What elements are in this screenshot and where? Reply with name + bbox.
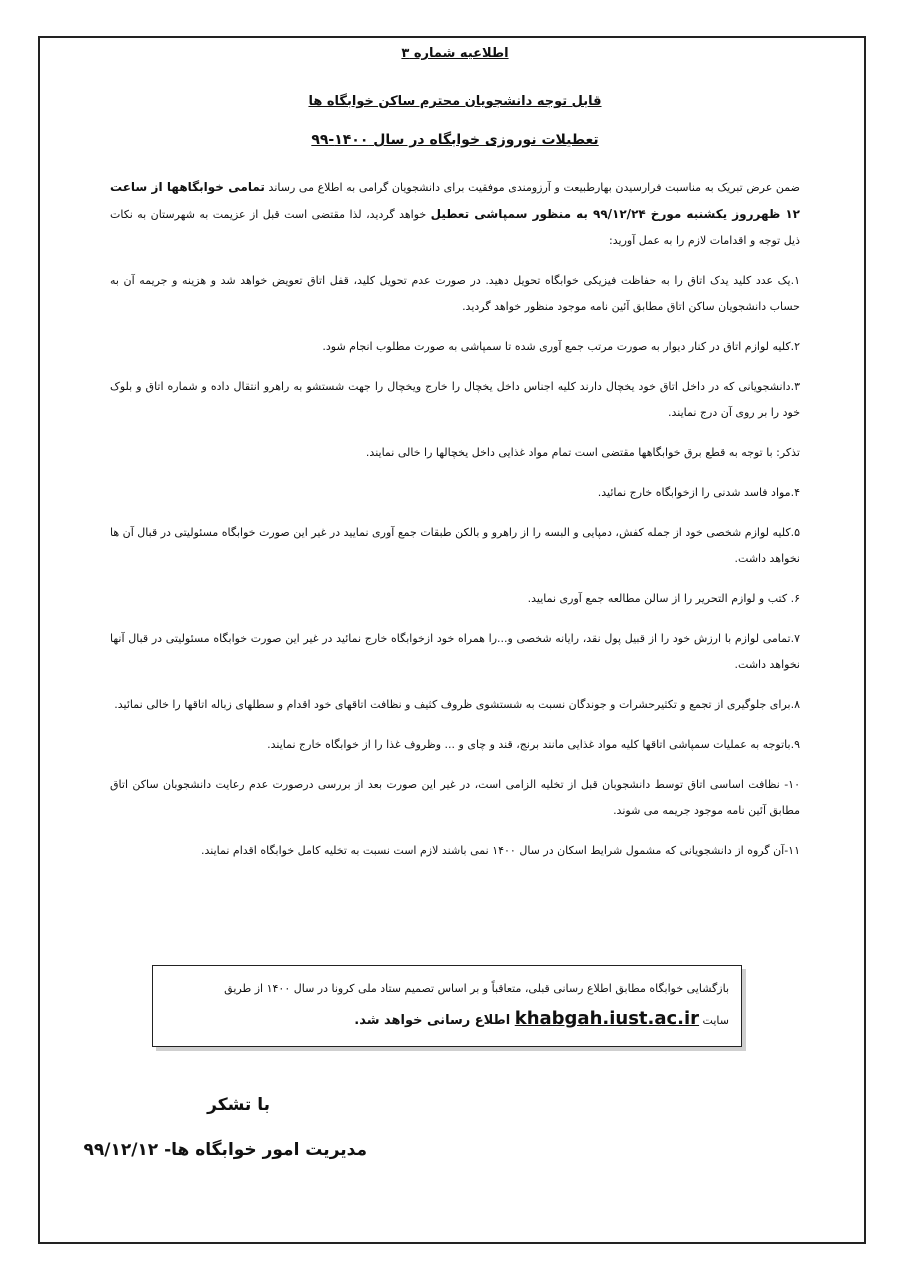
reopening-notice-line-2 [165,1004,729,1036]
list-item: ۲.کلیه لوازم اتاق در کنار دیوار به صورت مرتب جمع آوری شده تا سمپاشی به صورت مطلوب انجام شود. [322,340,800,353]
list-item: ۵.کلیه لوازم شخصی خود از جمله کفش، دمپایی و البسه را از راهرو و بالکن طبقات جمع آوری نمایید در غیر این صورت خوابگاه مسئولیتی در قبال آن ها نخواهد داشت. [110,526,800,565]
intro-text-2: خواهد گردید، لذا مقتضی است قبل از عزیمت به شهرستان به نکات ذیل توجه و اقدامات لازم را به عمل آورید: [110,208,800,247]
notice-body [110,174,800,878]
list-item: ۷.تمامی لوازم با ارزش خود را از قبیل پول نقد، رایانه شخصی و...را همراه خود ازخوابگاه خارج نمائید در غیر این صورت خوابگاه مسئولیتی در قبال آنها نخواهد داشت. [110,632,800,671]
site-prefix: سایت [699,1014,729,1027]
notice-number: اطلاعیه شماره ۳ [401,46,509,61]
website-link[interactable]: khabgah.iust.ac.ir [514,1008,700,1029]
note-item: تذکر: با توجه به قطع برق خوابگاهها مقتضی است تمام مواد غذایی داخل یخچالها را خالی نمایند. [365,446,800,459]
audience-heading: قابل توجه دانشجویان محترم ساکن خوابگاه ها [308,94,602,109]
intro-text-1: ضمن عرض تبریک به مناسبت فرارسیدن بهارطبیعت و آرزومندی موفقیت برای دانشجویان گرامی به اطلاع می رساند [264,181,800,194]
reopening-notice-line-1: بازگشایی خوابگاه مطابق اطلاع رسانی قبلی، متعاقباً و بر اساس تصمیم ستاد ملی کرونا در سال ۱۴۰۰ از طریق [224,982,729,995]
site-suffix: اطلاع رسانی خواهد شد. [354,1013,515,1028]
list-item: ۳.دانشجویانی که در داخل اتاق خود یخچال دارند کلیه اجناس داخل یخچال را خارج ویخچال را جهت شستشو به راهرو انتقال داده و شماره اتاق و بلوک خود را بر روی آن درج نمایند. [110,380,800,419]
list-item: ۱.یک عدد کلید یدک اتاق را به حفاظت فیزیکی خوابگاه تحویل دهید. در صورت عدم تحویل کلید، قفل اتاق تعویض خواهد شد و هزینه و جریمه آن به حساب دانشجویان ساکن اتاق مطابق آئین نامه موجود منظور خواهد گردید. [110,274,800,313]
list-item: ۱۰- نظافت اساسی اتاق توسط دانشجوبان قبل از تخلیه الزامی است، در غیر این صورت بعد از بررسی درصورت عدم رعایت دانشجوبان ساکن اتاق مطابق آئین نامه موجود جریمه می شوند. [110,778,800,817]
list-item: ۹.باتوجه به عملیات سمپاشی اتاقها کلیه مواد غذایی مانند برنج، قند و چای و ... وظروف غذا را از خوابگاه خارج نمایند. [267,738,800,751]
list-item: ۴.مواد فاسد شدنی را ازخوابگاه خارج نمائید. [597,486,800,499]
signature-line: مدیریت امور خوابگاه ها- ۹۹/۱۲/۱۲ [83,1140,367,1160]
list-item: ۸.برای جلوگیری از تجمع و تکثیرحشرات و جوندگان نسبت به شستشوی ظروف کثیف و نظافت اتاقهای خود اقدام و سطلهای زباله اتاقها را خالی نمائید. [114,698,800,711]
reopening-notice-box [152,965,742,1047]
intro-paragraph [110,174,800,254]
list-item: ۶. کتب و لوازم التحریر را از سالن مطالعه جمع آوری نمایید. [527,592,800,605]
list-item: ۱۱-آن گروه از دانشجویانی که مشمول شرایط اسکان در سال ۱۴۰۰ نمی باشند لازم است نسبت به تخلیه کامل خوابگاه اقدام نمایند. [200,844,800,857]
thanks-text: با تشکر [207,1095,270,1115]
intro-bold-text: تمامی خوابگاهها از ساعت ۱۲ ظهرروز یکشنبه مورخ ۹۹/۱۲/۲۴ به منظور سمپاشی تعطیل [110,180,800,221]
subject-heading: تعطیلات نوروزی خوابگاه در سال ۱۴۰۰-۹۹ [311,132,599,148]
